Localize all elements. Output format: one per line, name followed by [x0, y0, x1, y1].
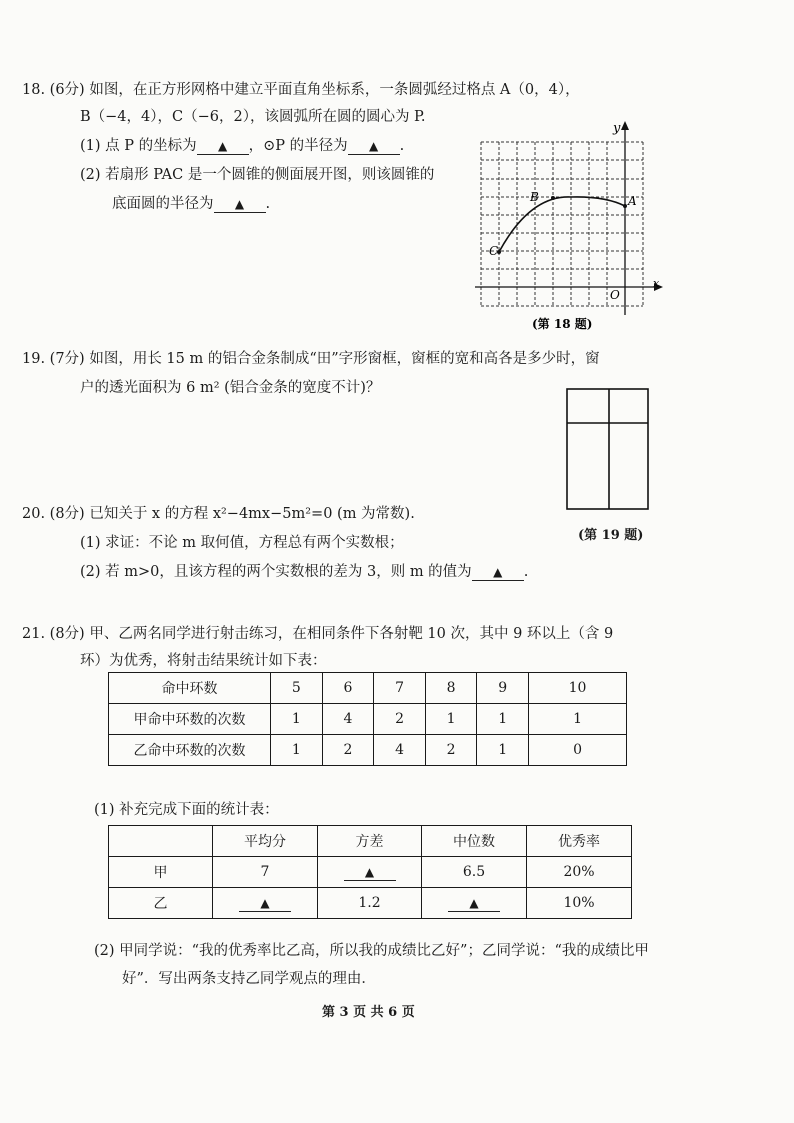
table-cell: 命中环数: [109, 673, 271, 704]
table-cell: 1: [271, 704, 323, 735]
a-label: A: [628, 194, 637, 208]
table-cell: 优秀率: [527, 826, 632, 857]
table-cell: 乙命中环数的次数: [109, 735, 271, 766]
table-cell: [109, 826, 213, 857]
table-cell: 8: [425, 673, 477, 704]
table-cell: 10%: [527, 888, 632, 919]
table-cell: 4: [322, 704, 374, 735]
table-cell: 9: [477, 673, 529, 704]
q20-part2: [80, 562, 528, 582]
table-header-row: [109, 826, 632, 857]
q18-part2-line1: (2) 若扇形 PAC 是一个圆锥的侧面展开图，则该圆锥的: [80, 167, 435, 183]
answer-blank: ▲: [344, 864, 396, 881]
table-cell: 2: [374, 704, 426, 735]
q20-part2-text: (2) 若 m>0，且该方程的两个实数根的差为 3，则 m 的值为: [80, 564, 472, 580]
table-row: [109, 857, 632, 888]
table-cell: 6: [322, 673, 374, 704]
y-axis-arrow-icon: [621, 121, 629, 130]
q18-stem-line1: 18. (6分) 如图，在正方形网格中建立平面直角坐标系，一条圆弧经过格点 A（0，4），: [22, 82, 580, 98]
q18-part1-text-c: .: [399, 138, 405, 154]
table-cell: 0: [529, 735, 627, 766]
table-cell: 1: [425, 704, 477, 735]
table-cell: 中位数: [422, 826, 527, 857]
answer-blank: ▲: [472, 564, 524, 581]
q18-part2-text-b: 底面圆的半径为: [112, 196, 214, 212]
q19-stem-line1: 19. (7分) 如图，用长 15 m 的铝合金条制成“田”字形窗框，窗框的宽和高各是多少时，窗: [22, 351, 600, 367]
shooting-results-table: [108, 672, 627, 766]
answer-blank: ▲: [448, 895, 500, 912]
q20-part1: (1) 求证：不论 m 取何值，方程总有两个实数根；: [80, 535, 404, 551]
q18-part1-text-b: ，⊙P 的半径为: [248, 138, 348, 154]
origin-label: O: [610, 288, 620, 302]
q21-stem-line2: 环）为优秀，将射击结果统计如下表：: [80, 653, 327, 669]
table-cell: 甲命中环数的次数: [109, 704, 271, 735]
answer-blank: ▲: [239, 895, 291, 912]
table-cell: [318, 857, 422, 888]
table-cell: 1: [477, 704, 529, 735]
q18-part1-text-a: (1) 点 P 的坐标为: [80, 138, 197, 154]
q19-window-figure: [560, 385, 655, 515]
grid-lines: [481, 142, 643, 306]
table-cell: 1: [271, 735, 323, 766]
q19-figure-caption: (第 19 题): [578, 528, 644, 543]
table-cell: 7: [213, 857, 318, 888]
table-cell: 1: [529, 704, 627, 735]
table-cell: 5: [271, 673, 323, 704]
q21-stem-line1: 21. (8分) 甲、乙两名同学进行射击练习，在相同条件下各射靶 10 次，其中 9 环以上（含 9: [22, 626, 614, 642]
table-cell: 乙: [109, 888, 213, 919]
q18-part2-text-c: .: [265, 196, 271, 212]
table-cell: 平均分: [213, 826, 318, 857]
answer-blank: ▲: [214, 196, 266, 213]
table-cell: 2: [425, 735, 477, 766]
q18-part1: [80, 136, 404, 156]
table-cell: [422, 888, 527, 919]
table-cell: 10: [529, 673, 627, 704]
table-cell: 1: [477, 735, 529, 766]
table-cell: 1.2: [318, 888, 422, 919]
summary-stats-table: [108, 825, 632, 919]
q18-figure: [470, 115, 670, 340]
b-label: B: [530, 190, 539, 204]
point-b: [551, 196, 555, 200]
table-cell: 4: [374, 735, 426, 766]
y-label: y: [613, 121, 621, 136]
table-header-row: [109, 673, 627, 704]
c-label: C: [489, 244, 499, 258]
q18-part2-line2: [112, 194, 270, 214]
table-cell: [213, 888, 318, 919]
window-frame: [567, 389, 648, 509]
table-cell: 6.5: [422, 857, 527, 888]
table-row: [109, 888, 632, 919]
table-row: [109, 735, 627, 766]
q20-stem: 20. (8分) 已知关于 x 的方程 x²−4mx−5m²=0 (m 为常数).: [22, 506, 415, 522]
table-cell: 7: [374, 673, 426, 704]
table-cell: 方差: [318, 826, 422, 857]
q18-figure-caption: (第 18 题): [532, 317, 593, 331]
q20-part2-end: .: [523, 564, 529, 580]
q21-part1: (1) 补充完成下面的统计表：: [94, 802, 279, 818]
answer-blank: ▲: [197, 138, 249, 155]
point-a: [623, 204, 627, 208]
answer-blank: ▲: [348, 138, 400, 155]
q21-part2-line1: (2) 甲同学说：“我的优秀率比乙高，所以我的成绩比乙好”；乙同学说：“我的成绩比甲: [94, 943, 649, 959]
table-cell: 2: [322, 735, 374, 766]
table-row: [109, 704, 627, 735]
circle-arc: [499, 197, 625, 252]
q21-part2-line2: 好”．写出两条支持乙同学观点的理由．: [122, 971, 376, 987]
x-label: x: [653, 277, 660, 290]
q19-stem-line2: 户的透光面积为 6 m² (铝合金条的宽度不计)？: [80, 380, 381, 396]
q18-stem-line2: B（−4，4），C（−6，2），该圆弧所在圆的圆心为 P.: [80, 109, 426, 125]
table-cell: 甲: [109, 857, 213, 888]
page-number: 第 3 页 共 6 页: [322, 1005, 415, 1020]
table-cell: 20%: [527, 857, 632, 888]
